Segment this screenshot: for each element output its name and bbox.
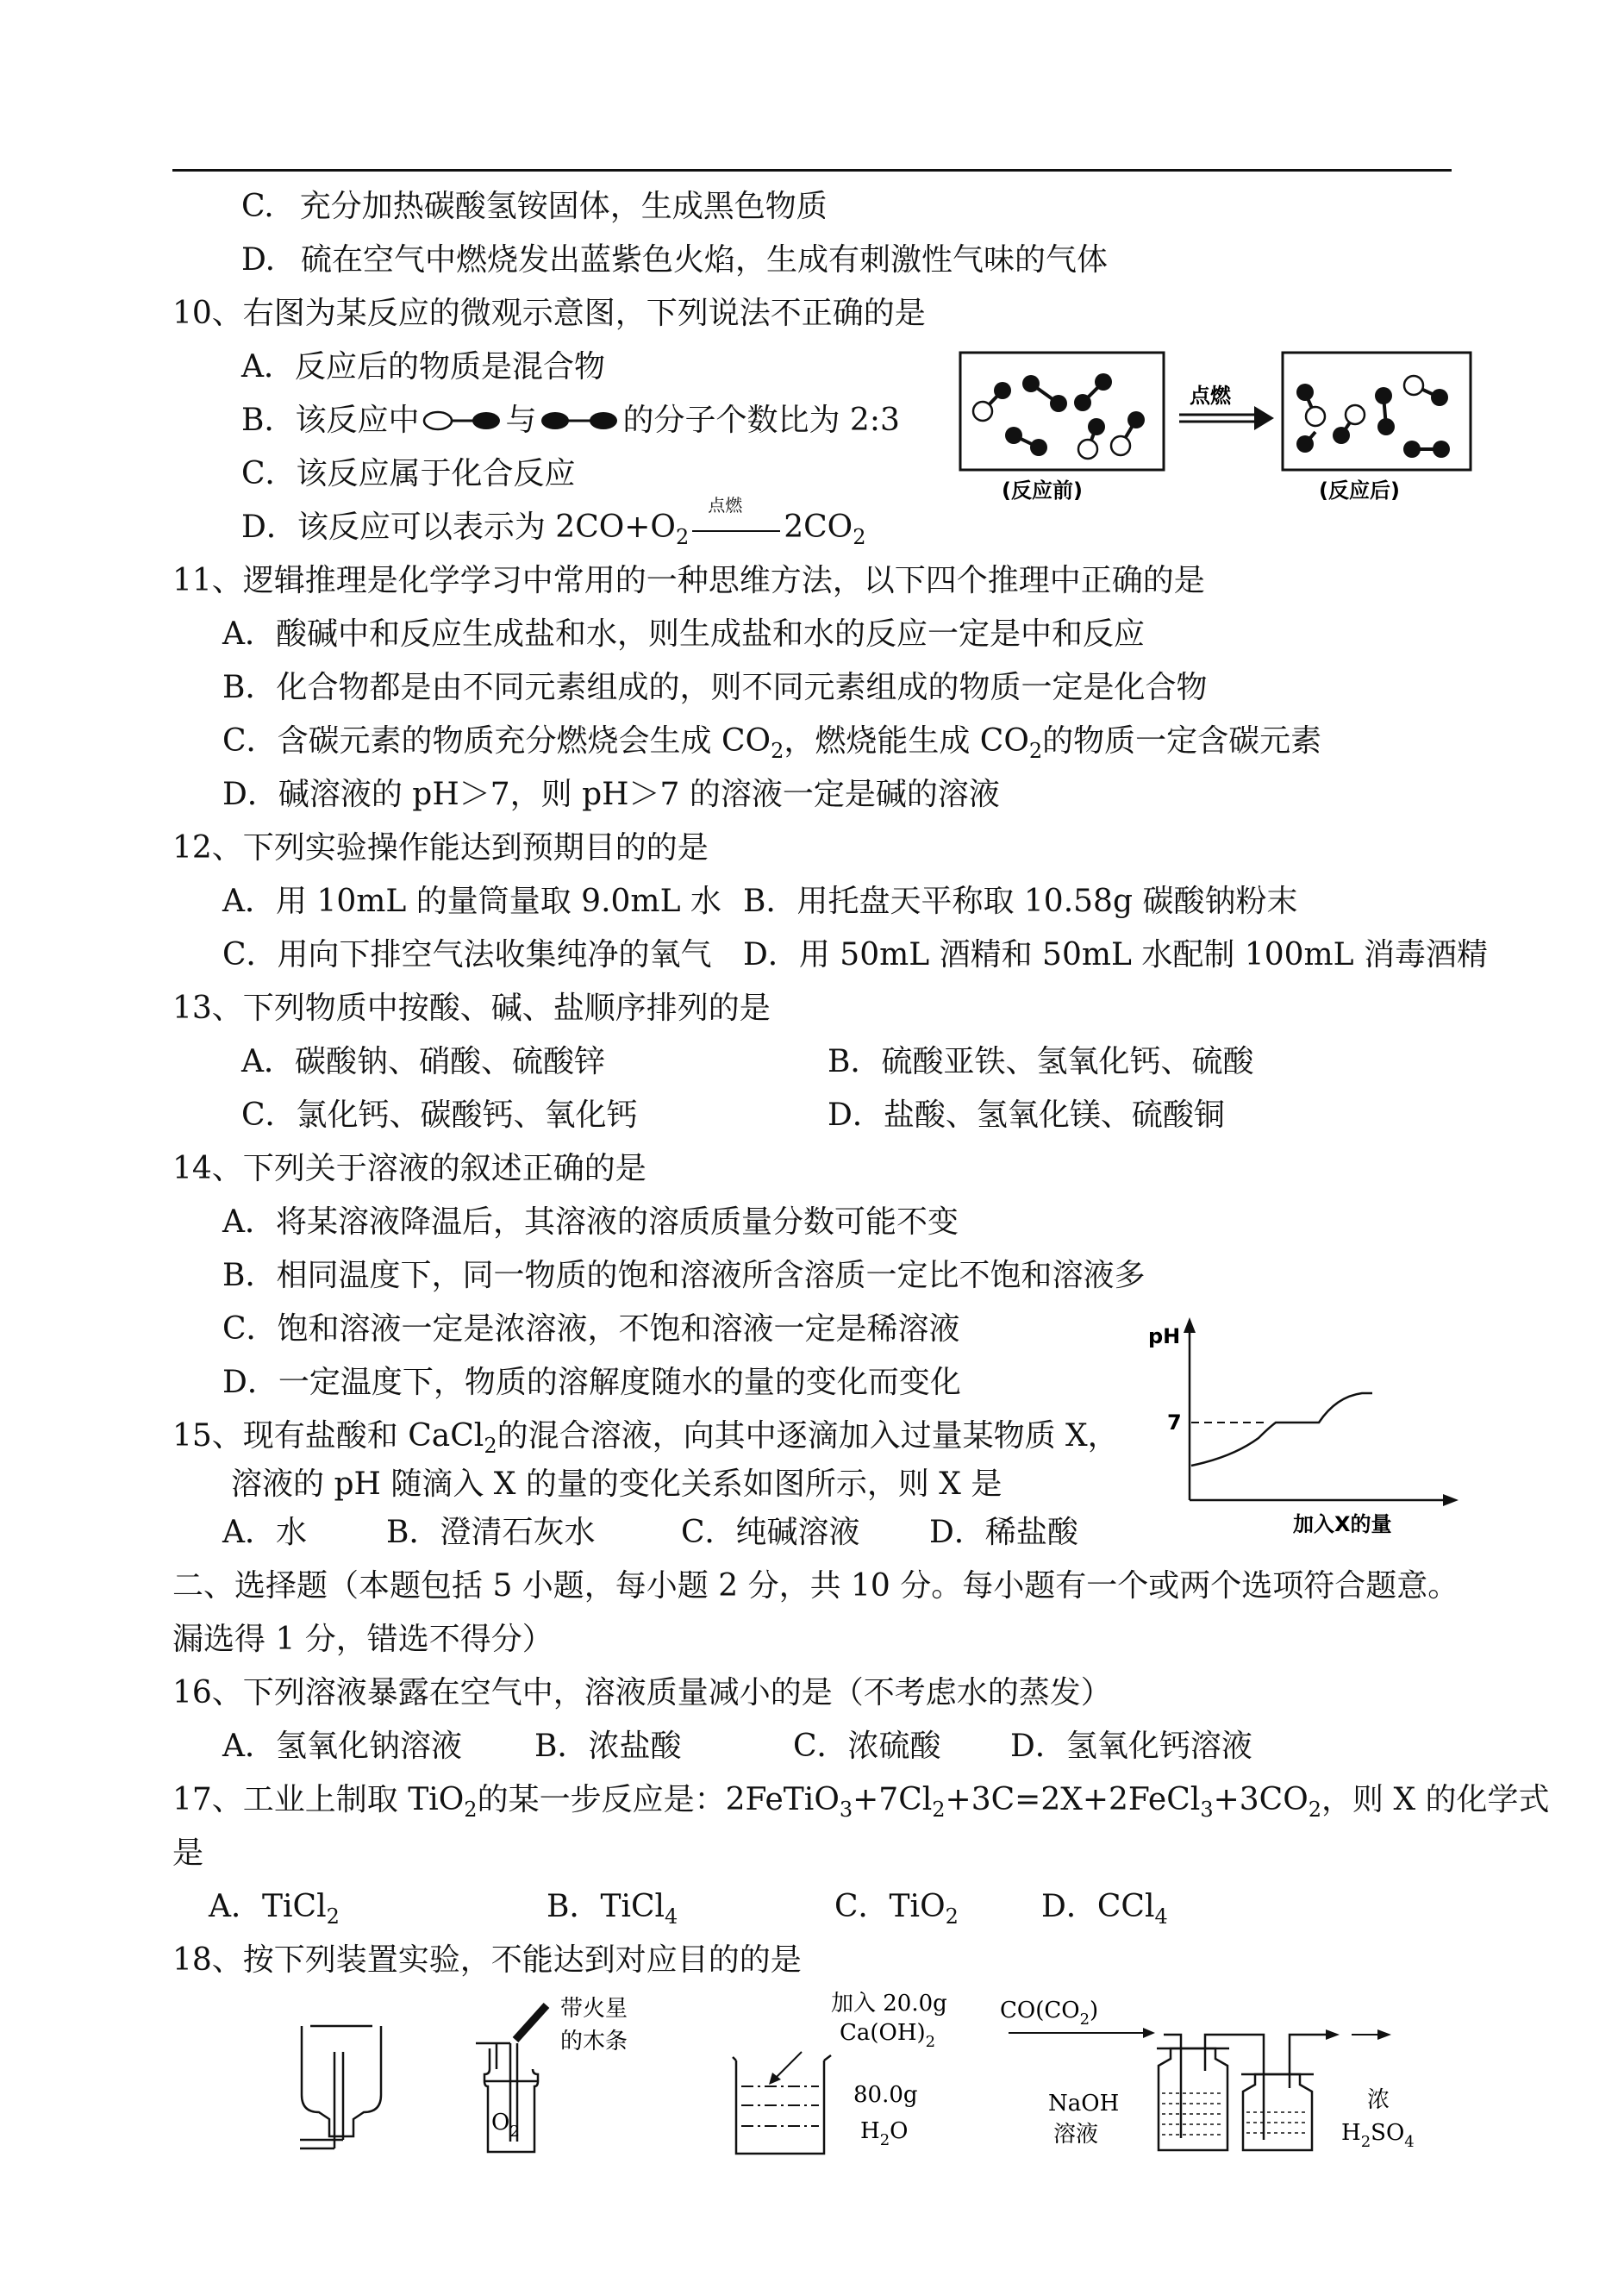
q12-option-c: C．用向下排空气法收集纯净的氧气 xyxy=(222,937,712,972)
q18-stem: 18、按下列装置实验，不能达到对应目的的是 xyxy=(172,1942,802,1978)
stem-text: 的混合溶液，向其中逐滴加入过量某物质 X， xyxy=(497,1418,1119,1454)
o2-molecule-icon xyxy=(536,408,622,434)
option-text: 充分加热碳酸氢铵固体，生成黑色物质 xyxy=(299,189,828,224)
subscript: 2 xyxy=(484,1434,497,1458)
stick-label-2: 的木条 xyxy=(560,2029,628,2054)
q15-option-a: A．水 xyxy=(222,1515,307,1550)
naoh-label-1: NaOH xyxy=(1048,2091,1120,2117)
q12-option-a: A．用 10mL 的量筒量取 9.0mL 水 xyxy=(222,884,721,919)
q15-stem xyxy=(172,1417,1119,1465)
q15-option-c: C．纯碱溶液 xyxy=(681,1515,860,1550)
q17-option-c xyxy=(834,1888,959,1935)
q15-option-d: D．稀盐酸 xyxy=(929,1515,1078,1550)
equation-text: 2CO xyxy=(784,510,853,545)
stick-label-1: 带火星 xyxy=(560,1996,628,2022)
ph-graph xyxy=(1129,1310,1474,1543)
q10-option-b xyxy=(241,402,900,440)
y-axis-label: pH xyxy=(1148,1324,1181,1348)
condition-text: 点燃 xyxy=(708,495,743,516)
q17-option-d xyxy=(1041,1888,1168,1935)
stem-text: +3CO xyxy=(1213,1782,1309,1817)
subscript: 4 xyxy=(665,1904,678,1929)
subscript: 3 xyxy=(1200,1798,1214,1822)
option-text: ，燃烧能生成 CO xyxy=(784,723,1029,759)
q11-option-b: B．化合物都是由不同元素组成的，则不同元素组成的物质一定是化合物 xyxy=(222,670,1208,705)
after-caption: (反应后) xyxy=(1319,478,1400,500)
glowing-stick-icon xyxy=(515,2005,547,2040)
x-axis-label: 加入X的量 xyxy=(1293,1512,1392,1536)
subscript: 2 xyxy=(464,1798,478,1822)
option-text: 的物质一定含碳元素 xyxy=(1042,723,1322,759)
subscript: 2 xyxy=(771,739,784,763)
apparatus-1 xyxy=(300,2026,381,2148)
subscript: 4 xyxy=(1154,1904,1168,1929)
option-text: 与 xyxy=(505,403,537,438)
option-text: 硫在空气中燃烧发出蓝紫色火焰，生成有刺激性气味的气体 xyxy=(301,242,1109,278)
stem-text: +3C=2X+2FeCl xyxy=(945,1782,1201,1817)
q16-option-c: C．浓硫酸 xyxy=(793,1729,941,1764)
q12-option-d: D．用 50mL 酒精和 50mL 水配制 100mL 消毒酒精 xyxy=(743,937,1488,972)
q14-option-d: D．一定温度下，物质的溶解度随水的量的变化而变化 xyxy=(222,1365,961,1400)
subscript: 2 xyxy=(326,1904,340,1929)
q13-option-b: B．硫酸亚铁、氢氧化钙、硫酸 xyxy=(828,1044,1254,1079)
q11-stem: 11、逻辑推理是化学学习中常用的一种思维方法，以下四个推理中正确的是 xyxy=(172,563,1205,598)
q13-option-c: C．氯化钙、碳酸钙、氧化钙 xyxy=(241,1097,638,1133)
q15-stem-line2: 溶液的 pH 随滴入 X 的量的变化关系如图所示，则 X 是 xyxy=(231,1466,1003,1502)
q16-option-a: A．氢氧化钠溶液 xyxy=(222,1729,462,1764)
acid-label-2: $H_2SO_4$ xyxy=(1341,2120,1415,2151)
subscript: 3 xyxy=(839,1798,853,1822)
arrow-label: 点燃 xyxy=(1190,384,1231,408)
q14-option-b: B．相同温度下，同一物质的饱和溶液所含溶质一定比不饱和溶液多 xyxy=(222,1258,1146,1293)
stem-text: +7Cl xyxy=(853,1782,933,1817)
subscript: 2 xyxy=(945,1904,959,1929)
apparatus-figures xyxy=(284,1992,1457,2164)
reagent-label: $Ca(OH)_2$ xyxy=(840,2020,936,2051)
top-rule xyxy=(172,169,1452,172)
q16-option-d: D．氢氧化钙溶液 xyxy=(1010,1729,1252,1764)
option-text: A．TiCl xyxy=(209,1889,327,1924)
stem-text: 15、现有盐酸和 CaCl xyxy=(172,1418,484,1454)
before-caption: (反应前) xyxy=(1002,478,1083,500)
q14-stem: 14、下列关于溶液的叙述正确的是 xyxy=(172,1151,646,1186)
q10-stem: 10、右图为某反应的微观示意图，下列说法不正确的是 xyxy=(172,296,926,331)
q10-option-d xyxy=(241,495,866,556)
q13-stem: 13、下列物质中按酸、碱、盐顺序排列的是 xyxy=(172,991,771,1026)
q12-stem: 12、下列实验操作能达到预期目的的是 xyxy=(172,830,709,866)
apparatus-2 xyxy=(476,2043,538,2152)
subscript: 2 xyxy=(675,525,690,549)
section-2-heading-line2: 漏选得 1 分，错选不得分） xyxy=(172,1622,553,1657)
q10-option-c: C．该反应属于化合反应 xyxy=(241,456,576,491)
q11-option-d: D．碱溶液的 pH＞7，则 pH＞7 的溶液一定是碱的溶液 xyxy=(222,777,1000,812)
q9-option-d xyxy=(241,241,1108,279)
stem-text: 的某一步反应是：2FeTiO xyxy=(477,1782,840,1817)
q14-option-a: A．将某溶液降温后，其溶液的溶质质量分数可能不变 xyxy=(222,1204,959,1240)
section-2-heading: 二、选择题（本题包括 5 小题，每小题 2 分，共 10 分。每小题有一个或两个选项符合题意。 xyxy=(172,1568,1459,1604)
q12-option-b: B．用托盘天平称取 10.58g 碳酸钠粉末 xyxy=(743,884,1298,919)
q17-option-b xyxy=(547,1888,678,1935)
option-text: C．含碳元素的物质充分燃烧会生成 CO xyxy=(222,723,771,759)
option-text: B．该反应中 xyxy=(241,403,420,438)
subscript: 2 xyxy=(1308,1798,1322,1822)
q14-option-c: C．饱和溶液一定是浓溶液，不饱和溶液一定是稀溶液 xyxy=(222,1311,960,1347)
stem-text: 17、工业上制取 TiO xyxy=(172,1782,465,1817)
q11-option-c xyxy=(222,722,1321,770)
q16-stem: 16、下列溶液暴露在空气中，溶液质量减小的是（不考虑水的蒸发） xyxy=(172,1675,1112,1710)
equation-text: D．该反应可以表示为 2CO+O xyxy=(241,510,676,545)
q17-stem xyxy=(172,1781,1550,1829)
naoh-label-2: 溶液 xyxy=(1053,2122,1099,2148)
option-text: D．CCl xyxy=(1041,1889,1155,1924)
acid-label-1: 浓 xyxy=(1367,2087,1390,2113)
subscript: 2 xyxy=(1028,739,1043,763)
option-label: D. xyxy=(241,242,276,278)
q13-option-a: A．碳酸钠、硝酸、硫酸锌 xyxy=(241,1044,605,1079)
reaction-microscopic-diagram xyxy=(957,349,1474,500)
q16-option-b: B．浓盐酸 xyxy=(534,1729,682,1764)
option-text: B．TiCl xyxy=(547,1889,665,1924)
gas-mixture-label: $CO(CO_2)$ xyxy=(1000,1998,1099,2029)
seven-label: 7 xyxy=(1167,1410,1182,1435)
water-label: $H_2O$ xyxy=(860,2118,909,2149)
q17-option-a xyxy=(209,1888,340,1935)
add-label: 加入 20.0g xyxy=(831,1992,947,2017)
option-text: 的分子个数比为 2:3 xyxy=(622,403,900,438)
mass-label: 80.0g xyxy=(853,2082,918,2108)
q11-option-a: A．酸碱中和反应生成盐和水，则生成盐和水的反应一定是中和反应 xyxy=(222,616,1145,652)
co-molecule-icon xyxy=(419,408,505,434)
q13-option-d: D．盐酸、氢氧化镁、硫酸铜 xyxy=(828,1097,1225,1133)
q9-option-c xyxy=(241,188,828,226)
subscript: 2 xyxy=(853,525,866,549)
stem-text: ，则 X 的化学式 xyxy=(1321,1782,1550,1817)
option-label: C. xyxy=(241,189,274,224)
q15-option-b: B．澄清石灰水 xyxy=(386,1515,596,1550)
subscript: 2 xyxy=(932,1798,946,1822)
gas-label: $O_2$ xyxy=(491,2110,520,2141)
q10-option-a: A．反应后的物质是混合物 xyxy=(241,349,605,385)
option-text: C．TiO xyxy=(834,1889,946,1924)
reaction-condition xyxy=(689,495,784,542)
q17-stem-line2: 是 xyxy=(172,1835,204,1871)
